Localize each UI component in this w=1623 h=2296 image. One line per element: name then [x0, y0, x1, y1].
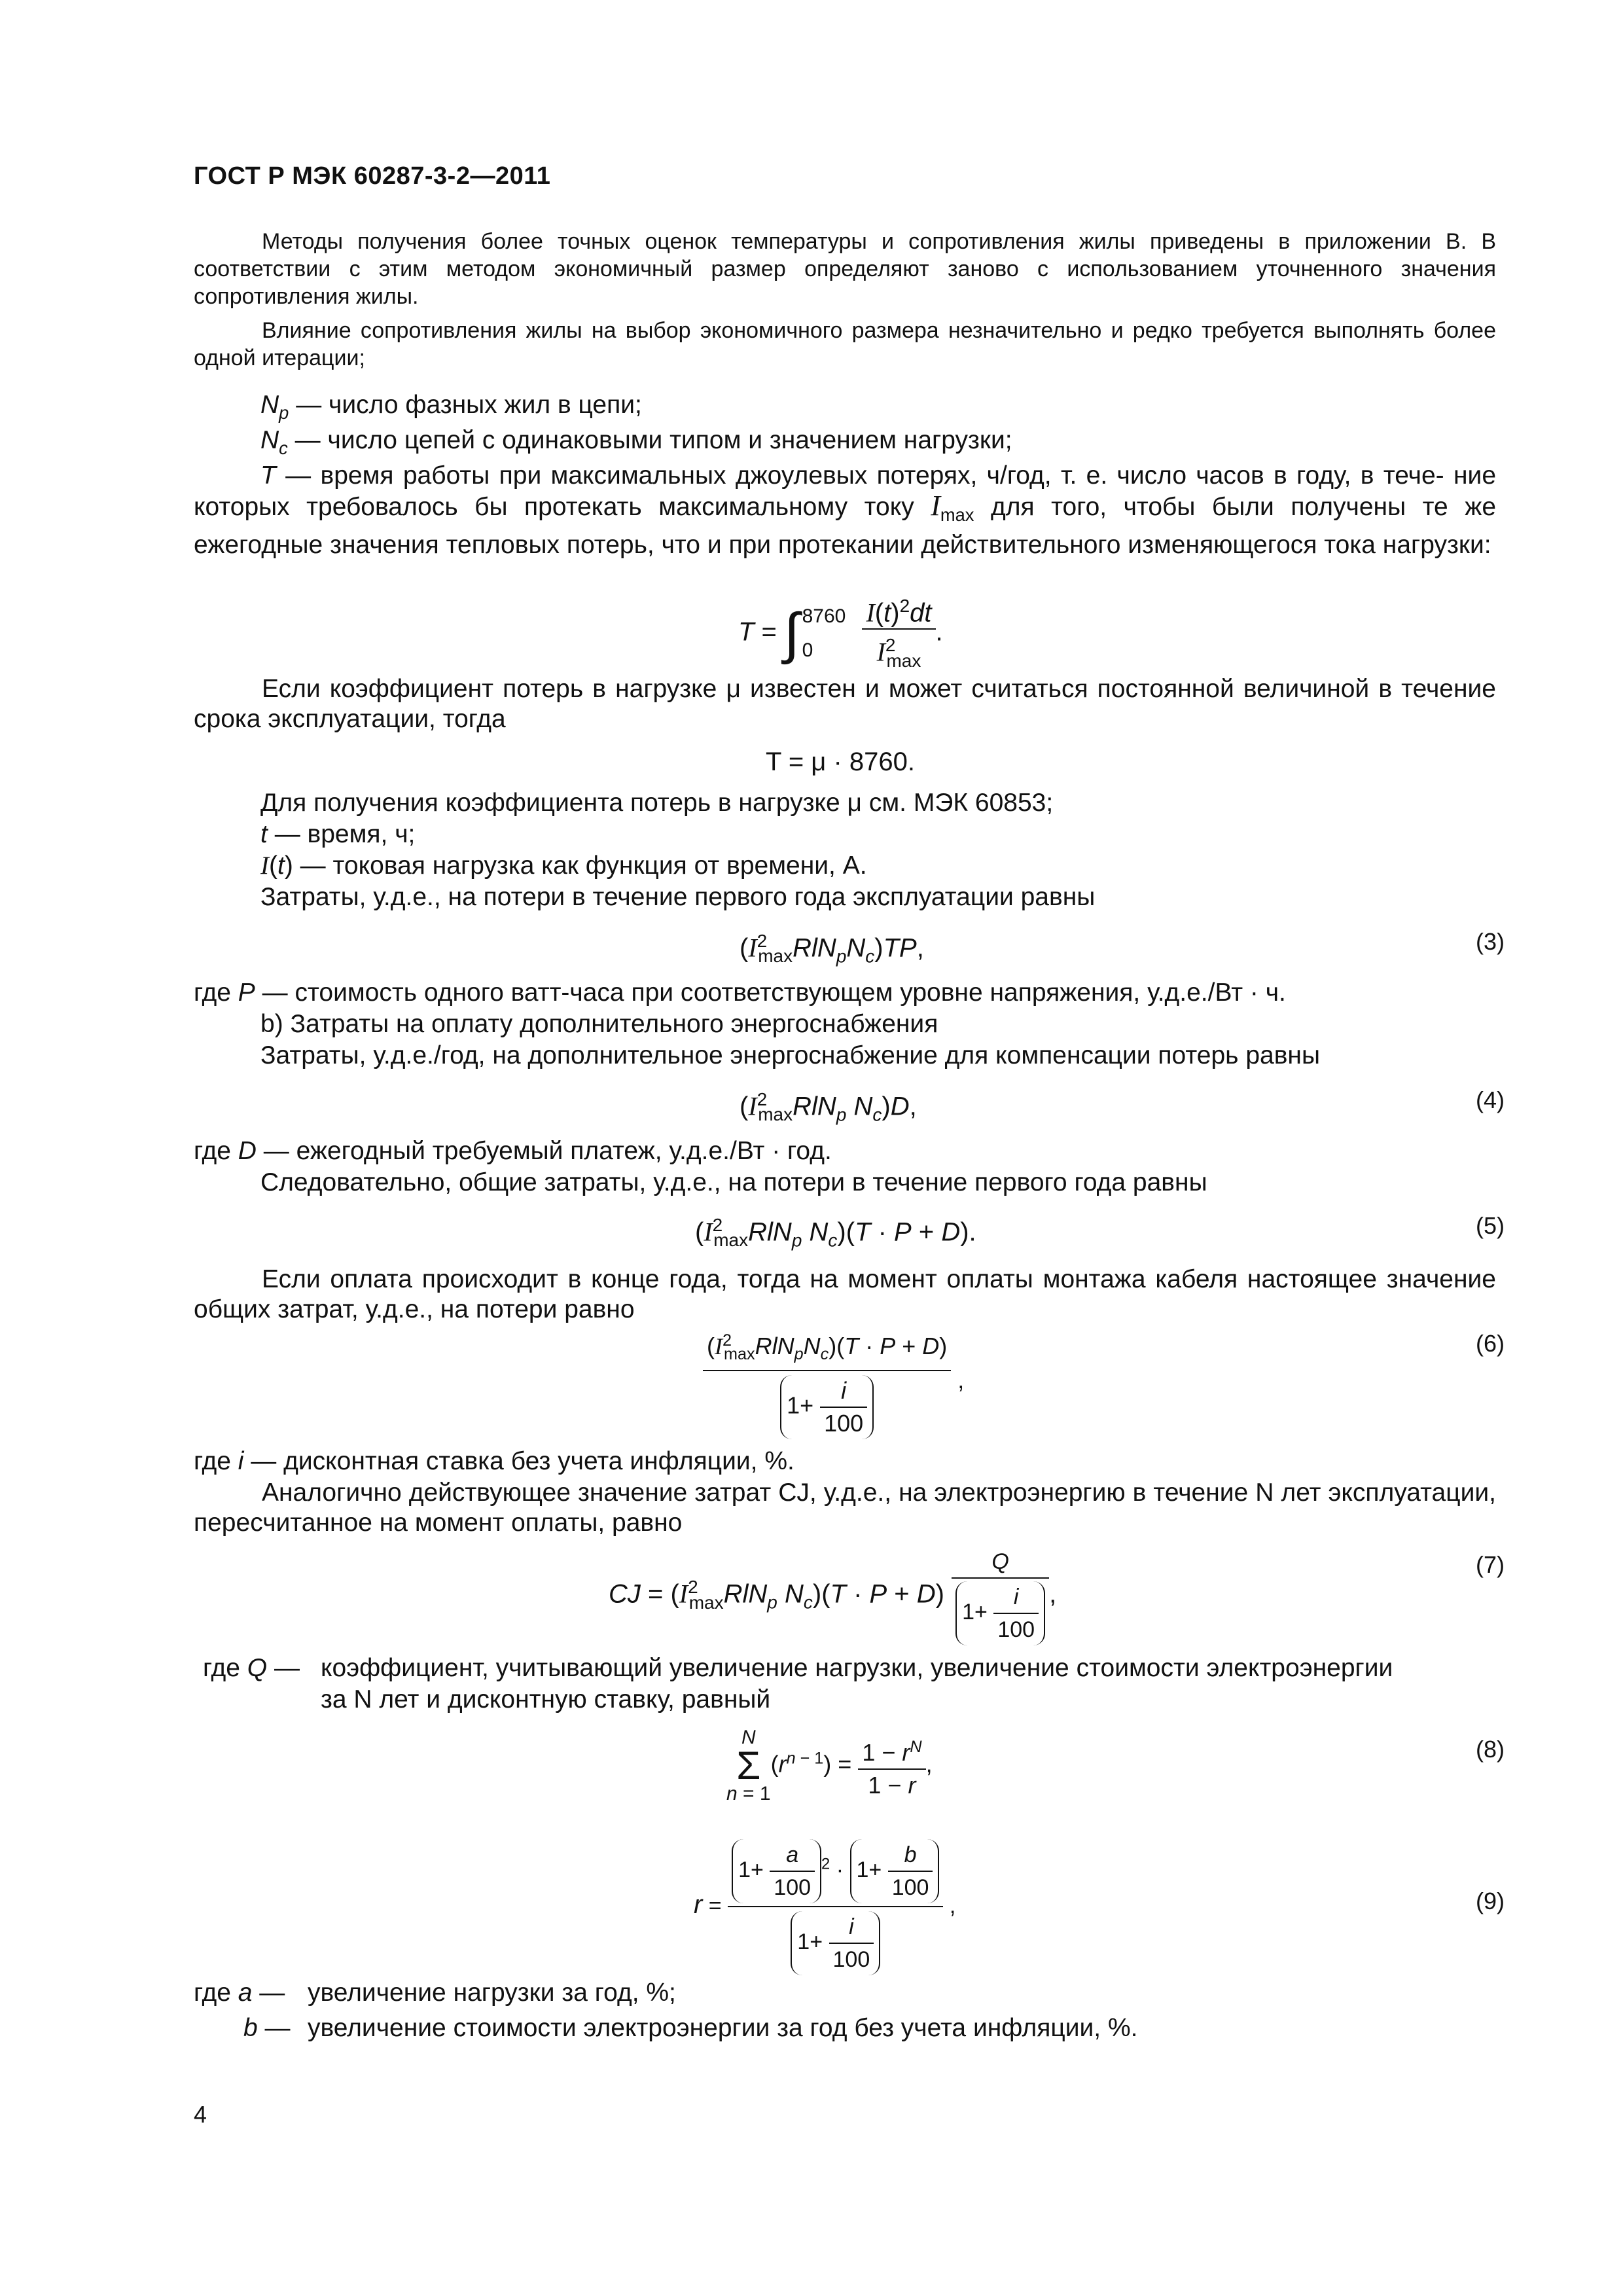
- def-q-text-1: коэффициент, учитывающий увеличение нагрузки, увеличение стоимости электроэнергии: [321, 1654, 1393, 1682]
- formula-8: N Σ $n = 1(r^{n - 1})$ = $\frac{1 - r^N}{1 - r}$ ,: [726, 1727, 933, 1804]
- eq-number-6: (6): [1476, 1330, 1505, 1357]
- def-d: где D — ежегодный требуемый платеж, у.д.е./Вт · год.: [194, 1137, 832, 1165]
- eq-number-9: (9): [1476, 1888, 1505, 1914]
- paragraph-mu: Если коэффициент потерь в нагрузке μ известен и может считаться постоянной величиной в течение срока эксплуатации, тогда: [194, 675, 1496, 733]
- integral-sign: ∫: [784, 601, 800, 665]
- def-np: $N_p$ — число фазных жил в цепи;: [260, 391, 642, 423]
- def-b-text: увеличение стоимости электроэнергии за год без учета инфляции, %.: [308, 2014, 1138, 2042]
- formula-4: ($I^2_{max}RlN_p$ $N_c)D$,: [740, 1089, 917, 1125]
- def-i: где i — дисконтная ставка без учета инфляции, %.: [194, 1447, 794, 1475]
- eq-number-8: (8): [1476, 1736, 1505, 1763]
- formula-3: $(I^2_{max}RlN_pN_c)TP$,: [740, 931, 924, 967]
- formula-t-integral: T = ∫ 8760 0 $\frac{I(t)^2dt}{I^2_{max}}$ .: [738, 590, 943, 677]
- def-q-label: где Q —: [203, 1654, 300, 1682]
- def-t-paragraph: T — время работы при максимальных джоулевых потерях, ч/год, т. е. число часов в году, в тече- ние которых требовалось бы протекать максимальному току $I_{max}$ для того, чтобы были получены те же ежегодные значения тепловых потерь, что и при протекании действительного изменяющегося тока нагрузки:: [194, 461, 1497, 559]
- eq-number-7: (7): [1476, 1551, 1505, 1578]
- page-number: 4: [194, 2101, 207, 2128]
- intro-paragraph-2: Влияние сопротивления жилы на выбор экономичного размера незначительно и редко требуется выполнять более одной итерации;: [194, 318, 1496, 370]
- costs-first-year: Затраты, у.д.е., на потери в течение первого года эксплуатации равны: [260, 883, 1096, 911]
- formula-7: CJ = ($I^2_{max}RlN_p$ $N_c)(T \cdot P + D)$ Q 1+ $\frac{i}{100}$ ,: [609, 1546, 1056, 1645]
- def-nc: $N_c$ — число цепей с одинаковыми типом и значением нагрузки;: [260, 426, 1012, 458]
- mu-reference: Для получения коэффициента потерь в нагрузке μ см. МЭК 60853;: [260, 789, 1054, 817]
- total-costs: Следовательно, общие затраты, у.д.е., на потери в течение первого года равны: [260, 1168, 1207, 1196]
- eq-number-3: (3): [1476, 928, 1505, 955]
- document-header: ГОСТ Р МЭК 60287-3-2—2011: [194, 162, 551, 190]
- formula-5: ($I^2_{max}RlN_p$ $N_c)(T \cdot P + D)$.: [695, 1215, 976, 1251]
- formula-t-mu: T = μ · 8760.: [766, 747, 915, 776]
- def-p: где P — стоимость одного ватт-часа при соответствующем уровне напряжения, у.д.е./Вт · ч.: [194, 978, 1286, 1007]
- def-it: I(t) — токовая нагрузка как функция от времени, А.: [260, 852, 867, 880]
- formula-9: r = 1+ $\frac{a}{100}$ $^2$ · 1+ $\frac{b}{100}$ 1+ $\frac{i}{100}$ ,: [694, 1839, 955, 1975]
- def-a-text: увеличение нагрузки за год, %;: [308, 1979, 676, 2007]
- formula-6: $(I^2_{max}RlN_pN_c)(T \cdot P + D)$ 1+ $\frac{i}{100}$ ,: [703, 1325, 964, 1439]
- def-a-label: где a —: [194, 1979, 285, 2007]
- paragraph-cj: Аналогично действующее значение затрат CJ, у.д.е., на электроэнергию в течение N лет эксплуатации, пересчитанное на момент оплаты, равно: [194, 1479, 1496, 1537]
- def-q-text-2: за N лет и дисконтную ставку, равный: [321, 1685, 771, 1713]
- eq-number-4: (4): [1476, 1086, 1505, 1113]
- item-b: b) Затраты на оплату дополнительного энергоснабжения: [260, 1010, 938, 1038]
- intro-paragraph-1: Методы получения более точных оценок температуры и сопротивления жилы приведены в приложении В. В соответствии с этим методом экономичный размер определяют заново с использованием уточненного значения сопротивления жилы.: [194, 229, 1496, 309]
- costs-extra: Затраты, у.д.е./год, на дополнительное энергоснабжение для компенсации потерь равны: [260, 1041, 1320, 1069]
- eq-number-5: (5): [1476, 1212, 1505, 1239]
- def-t-time: t — время, ч;: [260, 820, 416, 848]
- def-b-label: b —: [243, 2014, 291, 2042]
- paragraph-payment: Если оплата происходит в конце года, тогда на момент оплаты монтажа кабеля настоящее значение общих затрат, у.д.е., на потери равно: [194, 1265, 1496, 1323]
